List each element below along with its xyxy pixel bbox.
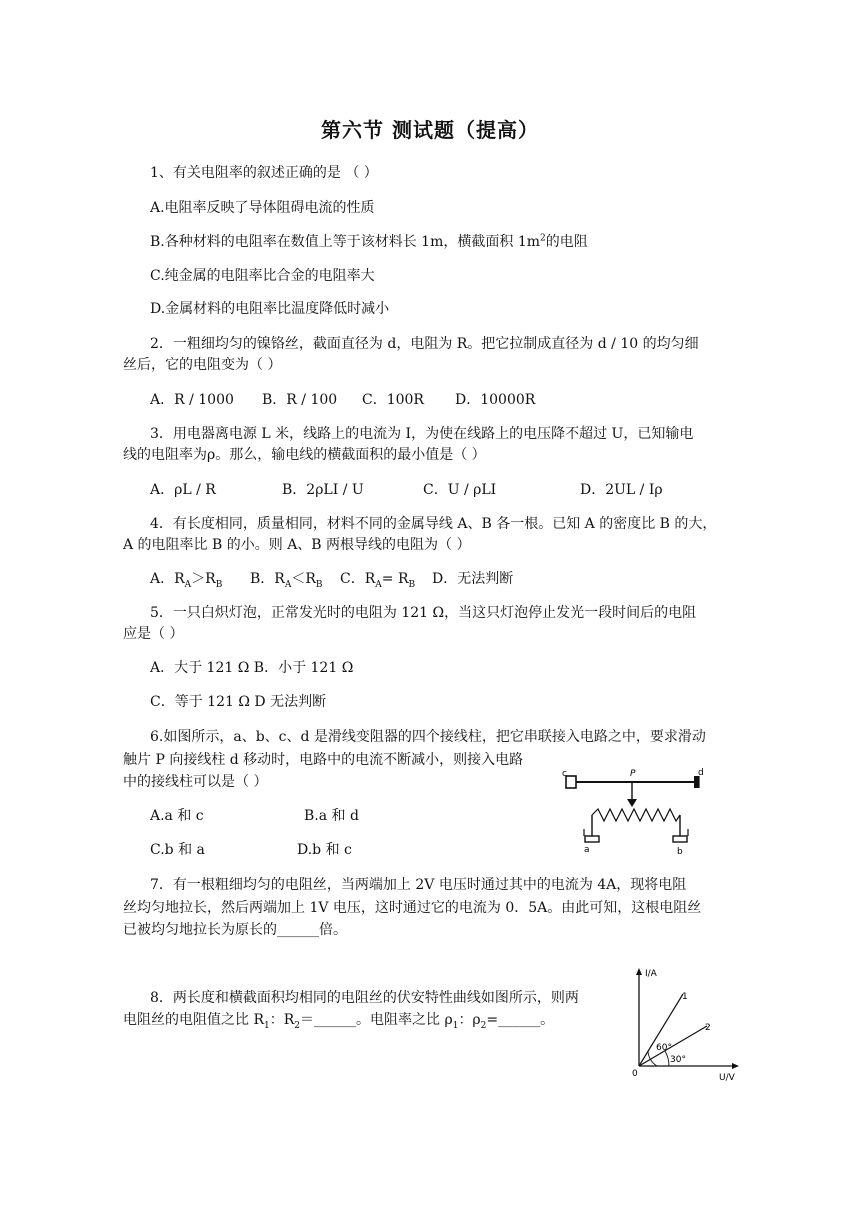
label-p: P <box>630 769 636 779</box>
q2-line-2: 丝后，它的电阻变为（ ） <box>123 357 282 373</box>
q6-line-3: 中的接线柱可以是（ ） <box>123 774 268 790</box>
q3-option-b: B．2ρLI / U <box>282 482 364 498</box>
q8-line-1: 8．两长度和横截面积均相同的电阻丝的伏安特性曲线如图所示，则两 <box>150 990 579 1006</box>
q2-line-1: 2．一粗细均匀的镍铬丝，截面直径为 d，电阻为 R。把它拉制成直径为 d / 10 的均匀细 <box>150 336 699 352</box>
rheostat-figure <box>560 766 710 858</box>
q1-option-b: B.各种材料的电阻率在数值上等于该材料长 1m，横截面积 $1m^2$的电阻 <box>150 233 588 250</box>
slider-arrow <box>627 799 637 807</box>
q7-line-3: 已被均匀地拉长为原长的______倍。 <box>123 922 347 938</box>
q4-option-c: C．$R_A= R_B$ <box>340 571 416 590</box>
q6-option-d: D.b 和 c <box>297 842 352 858</box>
q5-options-ab: A．大于 121 Ω B．小于 121 Ω <box>150 660 354 676</box>
q1-option-c: C.纯金属的电阻率比合金的电阻率大 <box>150 268 375 284</box>
q4-option-b: B．$R_A<R_B$ <box>250 571 323 590</box>
label-c: c <box>562 769 567 779</box>
q2-option-c: C．100R <box>362 392 424 408</box>
curve-1-label: 1 <box>682 992 688 1002</box>
q6-option-b: B.a 和 d <box>304 808 359 824</box>
q5-options-cd: C．等于 121 Ω D 无法判断 <box>150 694 327 710</box>
q5-line-2: 应是（ ） <box>123 626 184 642</box>
q2-option-a: A．R / 1000 <box>150 392 234 408</box>
q3-line-2: 线的电阻率为ρ。那么，输电线的横截面积的最小值是（ ） <box>123 447 486 463</box>
q4-line-1: 4．有长度相同，质量相同，材料不同的金属导线 A、B 各一根。已知 A 的密度比 B 的大， <box>150 516 717 532</box>
q5-line-1: 5．一只白炽灯泡，正常发光时的电阻为 121 Ω，当这只灯泡停止发光一段时间后的电阻 <box>150 605 697 621</box>
iu-graph <box>625 966 745 1086</box>
angle-30-label: 30° <box>670 1055 686 1065</box>
terminal-b-block <box>673 836 687 842</box>
terminal-c-block <box>566 776 576 788</box>
q2-option-b: B．R / 100 <box>262 392 338 408</box>
q2-option-d: D．10000R <box>455 392 536 408</box>
origin-label: 0 <box>632 1069 638 1079</box>
q1-stem: 1、有关电阻率的叙述正确的是 （ ） <box>150 165 378 181</box>
q8-line-2: 电阻丝的电阻值之比 $R_1$：$R_2=\_\_\_\_\_\_$。电阻率之比 $\rho_1$：$\rho_2=\_\_\_\_\_\_$。 <box>123 1012 555 1031</box>
angle-60-label: 60° <box>656 1043 672 1053</box>
q3-option-a: A．ρL / R <box>150 482 216 498</box>
q1-option-a: A.电阻率反映了导体阻碍电流的性质 <box>150 200 375 216</box>
page-title: 第六节 测试题（提高） <box>321 118 539 142</box>
q6-option-c: C.b 和 a <box>150 842 205 858</box>
q4-line-2: A 的电阻率比 B 的小。则 A、B 两根导线的电阻为（ ） <box>123 537 471 553</box>
q1-option-d: D.金属材料的电阻率比温度降低时减小 <box>150 301 390 317</box>
q7-line-1: 7．有一根粗细均匀的电阻丝，当两端加上 2V 电压时通过其中的电流为 4A，现将电阻 <box>150 877 687 893</box>
label-d: d <box>698 768 704 778</box>
q4-option-a: A．$R_A>R_B$ <box>150 571 223 590</box>
q3-option-c: C．U / ρLI <box>423 482 497 498</box>
y-axis-label: I/A <box>645 969 657 979</box>
q3-option-d: D．2UL / Iρ <box>580 482 663 498</box>
q6-option-a: A.a 和 c <box>150 808 204 824</box>
q7-line-2: 丝均匀地拉长，然后两端加上 1V 电压，这时通过它的电流为 0．5A。由此可知，这根电阻丝 <box>123 900 702 916</box>
terminal-a-block <box>585 836 599 842</box>
label-b: b <box>677 847 683 857</box>
label-a: a <box>584 845 590 855</box>
q6-line-2: 触片 P 向接线柱 d 移动时，电路中的电流不断减小，则接入电路 <box>123 752 524 768</box>
q4-option-d: D．无法判断 <box>432 571 514 587</box>
x-axis-label: U/V <box>719 1073 735 1083</box>
q3-line-1: 3．用电器离电源 L 米，线路上的电流为 I，为使在线路上的电压降不超过 U，已知输电 <box>150 426 694 442</box>
curve-2-label: 2 <box>705 1023 711 1033</box>
q6-line-1: 6.如图所示，a、b、c、d 是滑线变阻器的四个接线柱，把它串联接入电路之中，要求滑动 <box>150 729 706 745</box>
resistor-coil <box>592 809 680 821</box>
